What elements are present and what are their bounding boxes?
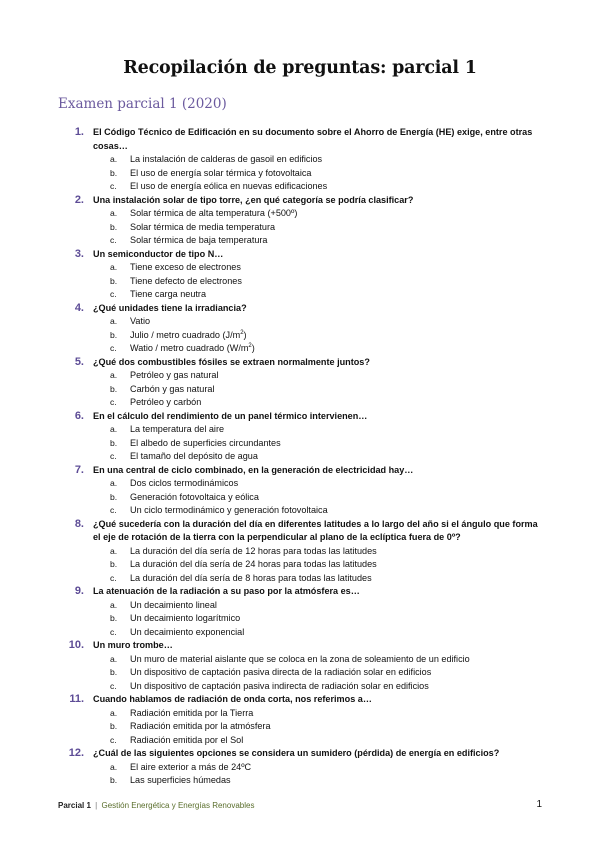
- question-number: 10.: [68, 639, 84, 651]
- option-text: Radiación emitida por el Sol: [130, 734, 244, 745]
- superscript: 2: [240, 329, 244, 336]
- option-text: Vatio: [130, 316, 151, 326]
- option-text: Un decaimiento lineal: [130, 599, 217, 610]
- question-text: [0, 693, 600, 707]
- question-number: 8.: [74, 517, 84, 530]
- question-statement: ¿Cuál de las siguientes opciones se considera un sumidero (pérdida) de energía en edificios?: [93, 748, 500, 758]
- question-statement: Cuando hablamos de radiación de onda corta, nos referimos a…: [93, 694, 372, 704]
- answer-option: [0, 707, 600, 721]
- question-text: [0, 585, 600, 599]
- question-item: [0, 693, 600, 747]
- question-number: 12.: [68, 747, 84, 759]
- option-letter: b.: [110, 167, 118, 178]
- question-number: 3.: [74, 247, 84, 260]
- question-text: [0, 747, 600, 761]
- option-letter: a.: [110, 370, 118, 380]
- question-item: [0, 248, 600, 302]
- option-text: Solar térmica de baja temperatura: [130, 235, 268, 245]
- option-letter: c.: [110, 626, 117, 637]
- footer: [58, 801, 254, 810]
- option-letter: a.: [110, 154, 118, 164]
- question-text: [0, 518, 600, 545]
- footer-course: Gestión Energética y Energías Renovables: [101, 801, 255, 810]
- answer-option: [0, 599, 600, 613]
- question-number: 7.: [74, 463, 84, 476]
- section-title: Examen parcial 1 (2020): [58, 96, 227, 112]
- question-text: [0, 464, 600, 478]
- question-text: [0, 126, 600, 153]
- answer-option: [0, 680, 600, 694]
- answer-option: [0, 423, 600, 437]
- option-list: [0, 315, 600, 356]
- option-letter: b.: [110, 721, 118, 731]
- option-list: [0, 261, 600, 302]
- question-number: 11.: [69, 693, 84, 705]
- option-suffix: ): [243, 329, 247, 340]
- answer-option: [0, 572, 600, 586]
- option-letter: a.: [110, 208, 118, 218]
- option-text: Tiene exceso de electrones: [130, 262, 241, 272]
- answer-option: [0, 761, 600, 775]
- question-item: [0, 747, 600, 788]
- question-text: [0, 194, 600, 208]
- question-statement: En una central de ciclo combinado, en la generación de electricidad hay…: [93, 464, 414, 475]
- option-list: [0, 653, 600, 694]
- option-text: El uso de energía eólica en nuevas edificaciones: [130, 181, 328, 191]
- option-text: El uso de energía solar térmica y fotovoltaica: [130, 167, 312, 178]
- question-item: [0, 639, 600, 693]
- option-letter: b.: [110, 667, 118, 677]
- option-text: Un dispositivo de captación pasiva indirecta de radiación solar en edificios: [130, 680, 429, 691]
- option-text: La duración del día sería de 8 horas para todas las latitudes: [130, 572, 372, 583]
- option-letter: a.: [110, 599, 118, 610]
- option-text: Radiación emitida por la Tierra: [130, 707, 254, 718]
- question-list: [0, 126, 600, 788]
- option-text: La duración del día sería de 24 horas para todas las latitudes: [130, 559, 377, 569]
- option-list: [0, 707, 600, 748]
- question-text: [0, 356, 600, 370]
- answer-option: [0, 626, 600, 640]
- answer-option: [0, 612, 600, 626]
- option-letter: b.: [110, 221, 118, 232]
- page-number: 1: [536, 799, 542, 810]
- option-letter: a.: [110, 316, 118, 326]
- option-letter: c.: [110, 505, 117, 515]
- option-text: Un muro de material aislante que se coloca en la zona de soleamiento de un edificio: [130, 653, 470, 664]
- question-statement: ¿Qué dos combustibles fósiles se extraen normalmente juntos?: [93, 356, 370, 367]
- option-suffix: ): [251, 343, 255, 353]
- option-letter: a.: [110, 761, 118, 772]
- option-text: La instalación de calderas de gasoil en edificios: [130, 154, 323, 164]
- option-text: Un ciclo termodinámico y generación fotovoltaica: [130, 505, 328, 515]
- question-item: [0, 126, 600, 194]
- question-item: [0, 585, 600, 639]
- option-letter: b.: [110, 275, 118, 286]
- option-letter: c.: [110, 734, 117, 745]
- answer-option: [0, 653, 600, 667]
- question-statement: Un semiconductor de tipo N…: [93, 248, 224, 259]
- option-letter: b.: [110, 491, 118, 502]
- answer-option: [0, 504, 600, 518]
- option-text: El albedo de superficies circundantes: [130, 437, 281, 448]
- question-number: 6.: [74, 409, 84, 422]
- answer-option: [0, 383, 600, 397]
- answer-option: [0, 450, 600, 464]
- answer-option: [0, 396, 600, 410]
- option-text: Dos ciclos termodinámicos: [130, 478, 239, 488]
- answer-option: [0, 720, 600, 734]
- question-number: 1.: [74, 126, 84, 138]
- option-text: Petróleo y carbón: [130, 397, 202, 407]
- answer-option: [0, 734, 600, 748]
- option-list: [0, 423, 600, 464]
- option-list: [0, 369, 600, 410]
- question-number: 5.: [74, 355, 84, 368]
- answer-option: [0, 342, 600, 356]
- option-text: Watio / metro cuadrado (W/m: [130, 343, 249, 353]
- option-letter: c.: [110, 289, 117, 299]
- question-item: [0, 410, 600, 464]
- option-text: El tamaño del depósito de agua: [130, 451, 258, 461]
- question-item: [0, 464, 600, 518]
- option-text: La duración del día sería de 12 horas para todas las latitudes: [130, 545, 377, 556]
- option-text: Radiación emitida por la atmósfera: [130, 721, 271, 731]
- question-text: [0, 410, 600, 424]
- answer-option: [0, 234, 600, 248]
- option-letter: a.: [110, 478, 118, 488]
- option-letter: c.: [110, 397, 117, 407]
- option-text: Un decaimiento logarítmico: [130, 613, 241, 623]
- option-letter: c.: [110, 235, 117, 245]
- answer-option: [0, 369, 600, 383]
- option-list: [0, 599, 600, 640]
- answer-option: [0, 558, 600, 572]
- option-letter: a.: [110, 707, 118, 718]
- option-text: Solar térmica de alta temperatura (+500º): [130, 208, 298, 218]
- question-item: [0, 518, 600, 586]
- option-letter: c.: [110, 680, 117, 691]
- option-text: El aire exterior a más de 24ºC: [130, 761, 252, 772]
- option-text: La temperatura del aire: [130, 424, 225, 434]
- option-list: [0, 153, 600, 194]
- question-statement: ¿Qué sucedería con la duración del día en diferentes latitudes a lo largo del año si el ángulo que forma el eje de rotación de la tierra con la perpendicular al plano de la eclíptica fuera de 0º?: [93, 518, 538, 542]
- question-number: 2.: [74, 193, 84, 206]
- answer-option: [0, 329, 600, 343]
- answer-option: [0, 477, 600, 491]
- option-letter: b.: [110, 559, 118, 569]
- option-list: [0, 207, 600, 248]
- option-letter: c.: [110, 343, 117, 353]
- question-text: [0, 302, 600, 316]
- answer-option: [0, 275, 600, 289]
- option-letter: c.: [110, 451, 117, 461]
- answer-option: [0, 437, 600, 451]
- option-text: Julio / metro cuadrado (J/m: [130, 329, 241, 340]
- answer-option: [0, 774, 600, 788]
- option-letter: a.: [110, 424, 118, 434]
- answer-option: [0, 207, 600, 221]
- footer-label: Parcial 1: [58, 801, 91, 810]
- document-title: Recopilación de preguntas: parcial 1: [123, 58, 477, 78]
- option-text: Petróleo y gas natural: [130, 370, 219, 380]
- option-letter: c.: [110, 572, 117, 583]
- question-number: 9.: [74, 585, 84, 597]
- option-letter: c.: [110, 181, 117, 191]
- answer-option: [0, 261, 600, 275]
- question-number: 4.: [74, 301, 84, 314]
- answer-option: [0, 221, 600, 235]
- answer-option: [0, 491, 600, 505]
- option-letter: b.: [110, 329, 118, 340]
- answer-option: [0, 288, 600, 302]
- question-text: [0, 639, 600, 653]
- option-text: Tiene defecto de electrones: [130, 275, 242, 286]
- option-list: [0, 761, 600, 788]
- option-text: Un dispositivo de captación pasiva directa de la radiación solar en edificios: [130, 667, 432, 677]
- answer-option: [0, 545, 600, 559]
- question-statement: Una instalación solar de tipo torre, ¿en qué categoría se podría clasificar?: [93, 194, 414, 205]
- option-letter: a.: [110, 653, 118, 664]
- option-letter: b.: [110, 383, 118, 394]
- option-letter: b.: [110, 775, 118, 785]
- option-letter: a.: [110, 262, 118, 272]
- question-item: [0, 194, 600, 248]
- option-text: Tiene carga neutra: [130, 289, 206, 299]
- option-text: Generación fotovoltaica y eólica: [130, 491, 259, 502]
- answer-option: [0, 153, 600, 167]
- option-text: Carbón y gas natural: [130, 383, 215, 394]
- option-letter: b.: [110, 613, 118, 623]
- footer-separator: |: [95, 801, 98, 810]
- answer-option: [0, 180, 600, 194]
- option-letter: b.: [110, 437, 118, 448]
- question-item: [0, 356, 600, 410]
- answer-option: [0, 315, 600, 329]
- question-statement: En el cálculo del rendimiento de un panel térmico intervienen…: [93, 410, 368, 421]
- question-statement: La atenuación de la radiación a su paso por la atmósfera es…: [93, 586, 360, 596]
- question-item: [0, 302, 600, 356]
- option-list: [0, 545, 600, 586]
- option-text: Solar térmica de media temperatura: [130, 221, 276, 232]
- superscript: 2: [248, 342, 252, 349]
- option-list: [0, 477, 600, 518]
- option-text: Un decaimiento exponencial: [130, 626, 245, 637]
- question-statement: Un muro trombe…: [93, 640, 173, 650]
- question-statement: ¿Qué unidades tiene la irradiancia?: [93, 302, 247, 313]
- option-letter: a.: [110, 545, 118, 556]
- question-text: [0, 248, 600, 262]
- option-text: Las superficies húmedas: [130, 775, 231, 785]
- question-statement: El Código Técnico de Edificación en su documento sobre el Ahorro de Energía (HE) exige, entre otras cosas…: [93, 127, 533, 151]
- answer-option: [0, 167, 600, 181]
- answer-option: [0, 666, 600, 680]
